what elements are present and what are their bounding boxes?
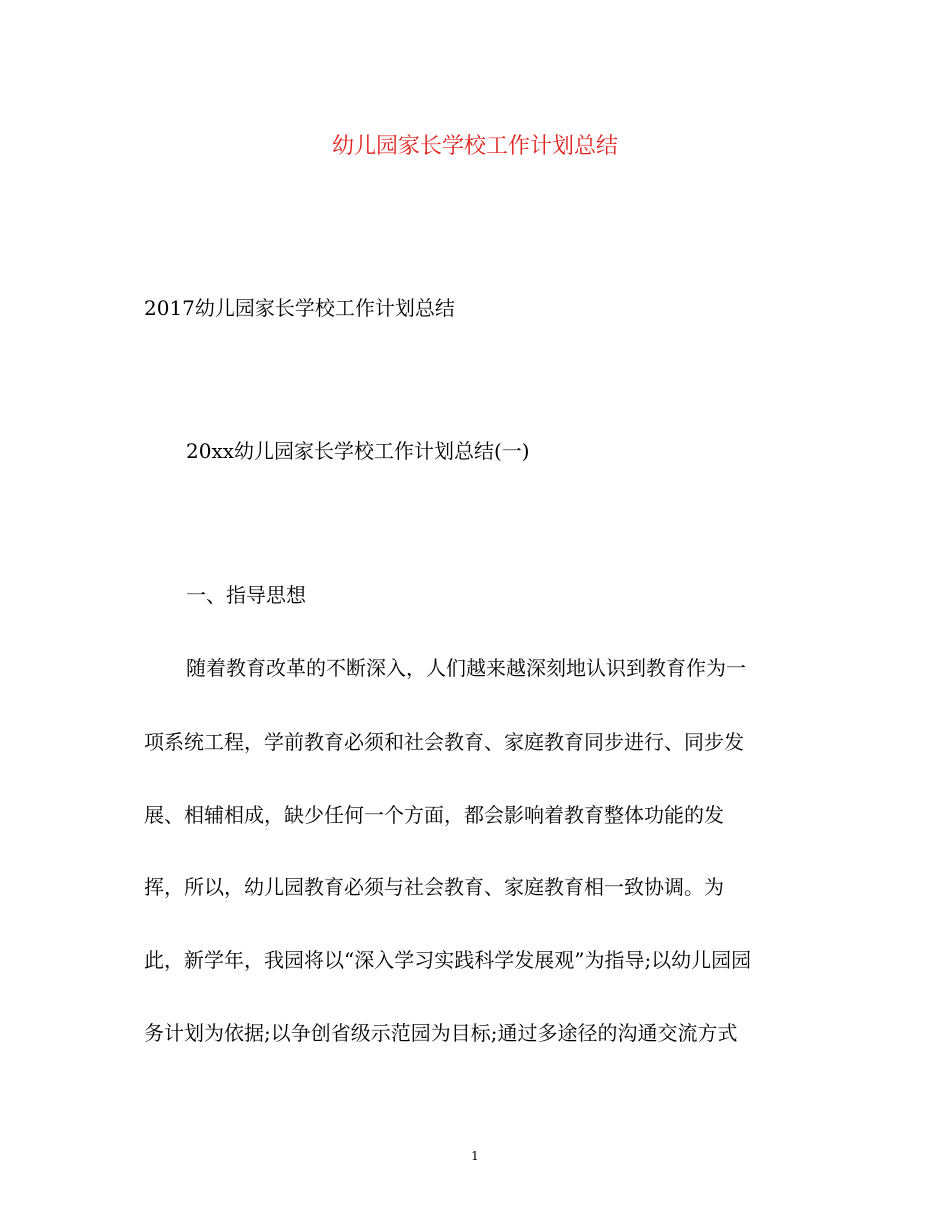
body-line: 展、相辅相成，缺少任何一个方面，都会影响着教育整体功能的发	[144, 803, 724, 827]
body-line: 挥，所以，幼儿园教育必须与社会教育、家庭教育相一致协调。为	[144, 875, 724, 899]
body-line: 务计划为依据;以争创省级示范园为目标;通过多途径的沟通交流方式	[144, 1021, 738, 1045]
document-title: 幼儿园家长学校工作计划总结	[331, 134, 618, 159]
part-heading: 一、指导思想	[186, 583, 306, 607]
document-subtitle: 2017幼儿园家长学校工作计划总结	[144, 296, 455, 320]
body-line: 项系统工程，学前教育必须和社会教育、家庭教育同步进行、同步发	[144, 730, 744, 754]
section-heading: 20xx幼儿园家长学校工作计划总结(一)	[186, 439, 530, 463]
body-line: 随着教育改革的不断深入，人们越来越深刻地认识到教育作为一	[186, 656, 746, 680]
page-number: 1	[471, 1149, 479, 1163]
body-line: 此，新学年，我园将以“深入学习实践科学发展观”为指导;以幼儿园园	[144, 948, 752, 972]
